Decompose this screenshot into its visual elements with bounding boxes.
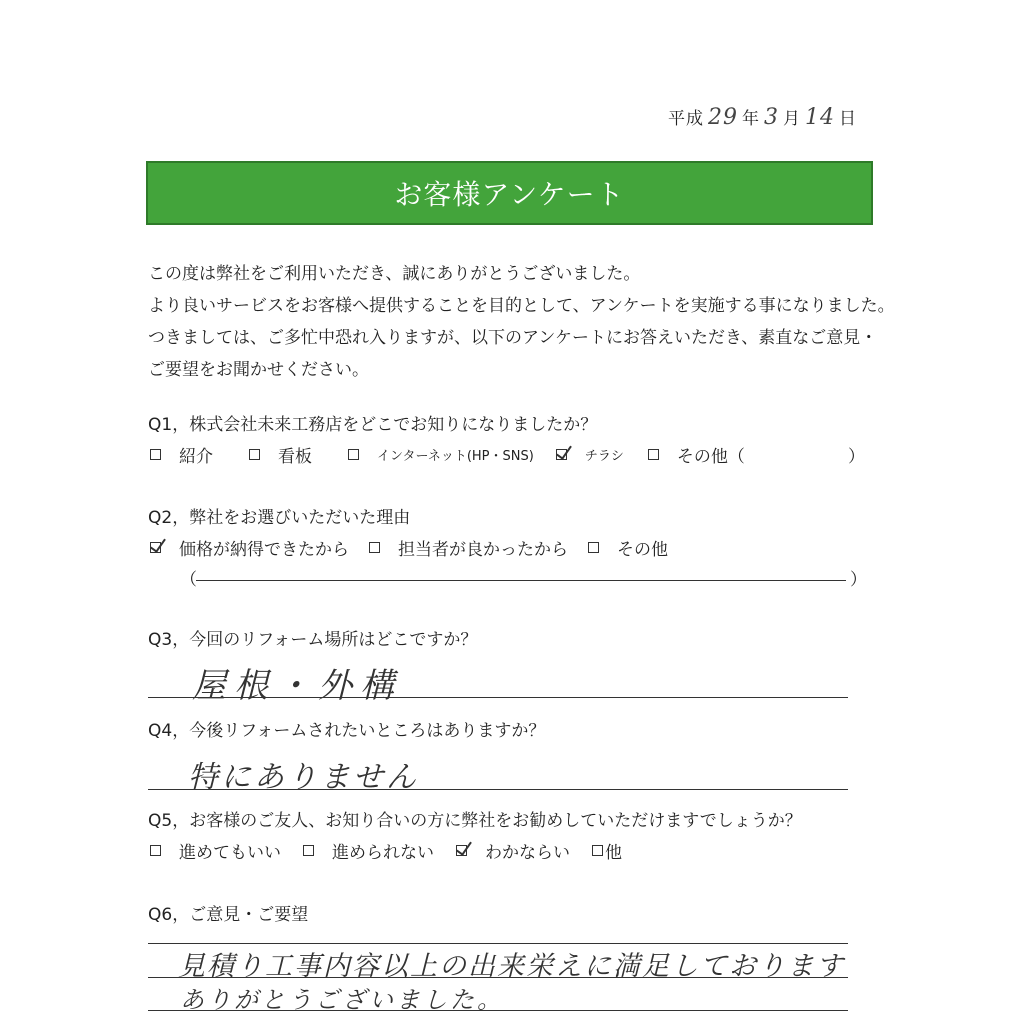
date-month-label: 月 bbox=[783, 109, 801, 129]
q2-option-staff[interactable]: 担当者が良かったから bbox=[369, 535, 568, 560]
intro-line: つきましては、ご多忙中恐れ入りますが、以下のアンケートにお答えいただき、素直なご意見・ bbox=[148, 328, 878, 348]
checkbox[interactable] bbox=[150, 845, 161, 856]
checkbox-checked[interactable] bbox=[456, 845, 467, 856]
q6-question: Q6，ご意見・ご要望 bbox=[148, 905, 309, 925]
q1-question: Q1，株式会社未来工務店をどこでお知りになりましたか？ bbox=[148, 415, 598, 435]
q1-option-referral[interactable]: 紹介 bbox=[150, 442, 213, 467]
survey-title-banner bbox=[146, 161, 873, 225]
intro-line: この度は弊社をご利用いただき、誠にありがとうございました。 bbox=[148, 264, 641, 284]
q1-option-flyer[interactable]: チラシ bbox=[556, 445, 624, 464]
q1-option-other[interactable]: その他（ bbox=[648, 442, 745, 467]
date-day: 14 bbox=[805, 105, 835, 130]
date-year: 29 bbox=[708, 105, 738, 130]
checkbox[interactable] bbox=[592, 845, 603, 856]
date-year-label: 年 bbox=[742, 109, 760, 129]
intro-line: ご要望をお聞かせください。 bbox=[148, 360, 369, 380]
q2-options bbox=[150, 535, 668, 560]
q3-answer: 屋根・外構 bbox=[192, 666, 402, 706]
q5-option-yes[interactable]: 進めてもいい bbox=[150, 838, 281, 863]
date-era: 平成 bbox=[668, 109, 704, 129]
checkbox[interactable] bbox=[303, 845, 314, 856]
q2-open-paren: （ bbox=[180, 570, 197, 590]
q3-question: Q3，今回のリフォーム場所はどこですか？ bbox=[148, 630, 478, 650]
q1-option-signboard[interactable]: 看板 bbox=[249, 442, 312, 467]
date bbox=[668, 104, 857, 130]
q1-close-paren: ） bbox=[848, 447, 865, 467]
q4-answer: 特にありません bbox=[188, 760, 419, 795]
intro-line: より良いサービスをお客様へ提供することを目的として、アンケートを実施する事になりました。 bbox=[148, 296, 895, 316]
q1-options bbox=[150, 442, 745, 467]
checkbox[interactable] bbox=[348, 449, 359, 460]
q2-question: Q2，弊社をお選びいただいた理由 bbox=[148, 508, 411, 528]
q5-option-unsure[interactable]: わかならい bbox=[456, 838, 570, 863]
q5-option-no[interactable]: 進められない bbox=[303, 838, 434, 863]
checkbox[interactable] bbox=[150, 449, 161, 460]
checkbox[interactable] bbox=[588, 542, 599, 553]
q6-answer-line-2: ありがとうございました。 bbox=[180, 986, 504, 1014]
intro-text bbox=[148, 258, 895, 386]
checkbox[interactable] bbox=[369, 542, 380, 553]
checkbox[interactable] bbox=[648, 449, 659, 460]
q2-other-line[interactable] bbox=[196, 580, 846, 581]
q4-answer-line[interactable] bbox=[148, 789, 848, 790]
date-month: 3 bbox=[764, 105, 779, 130]
q5-option-other[interactable]: 他 bbox=[592, 838, 622, 863]
q4-question: Q4，今後リフォームされたいところはありますか？ bbox=[148, 721, 546, 741]
checkbox[interactable] bbox=[249, 449, 260, 460]
checkbox-checked[interactable] bbox=[150, 542, 161, 553]
survey-title: お客様アンケート bbox=[394, 178, 625, 211]
q2-option-price[interactable]: 価格が納得できたから bbox=[150, 535, 349, 560]
q3-answer-line[interactable] bbox=[148, 697, 848, 698]
checkbox-checked[interactable] bbox=[556, 449, 567, 460]
q2-close-paren: ） bbox=[850, 570, 867, 590]
date-day-label: 日 bbox=[839, 109, 857, 129]
q5-options bbox=[150, 838, 622, 863]
q2-option-other[interactable]: その他 bbox=[588, 535, 668, 560]
q1-option-internet[interactable]: インターネット(HP・SNS) bbox=[348, 445, 534, 464]
q5-question: Q5，お客様のご友人、お知り合いの方に弊社をお勧めしていただけますでしょうか？ bbox=[148, 811, 802, 831]
q6-answer-line-1: 見積り工事内容以上の出来栄えに満足しております bbox=[178, 951, 845, 982]
